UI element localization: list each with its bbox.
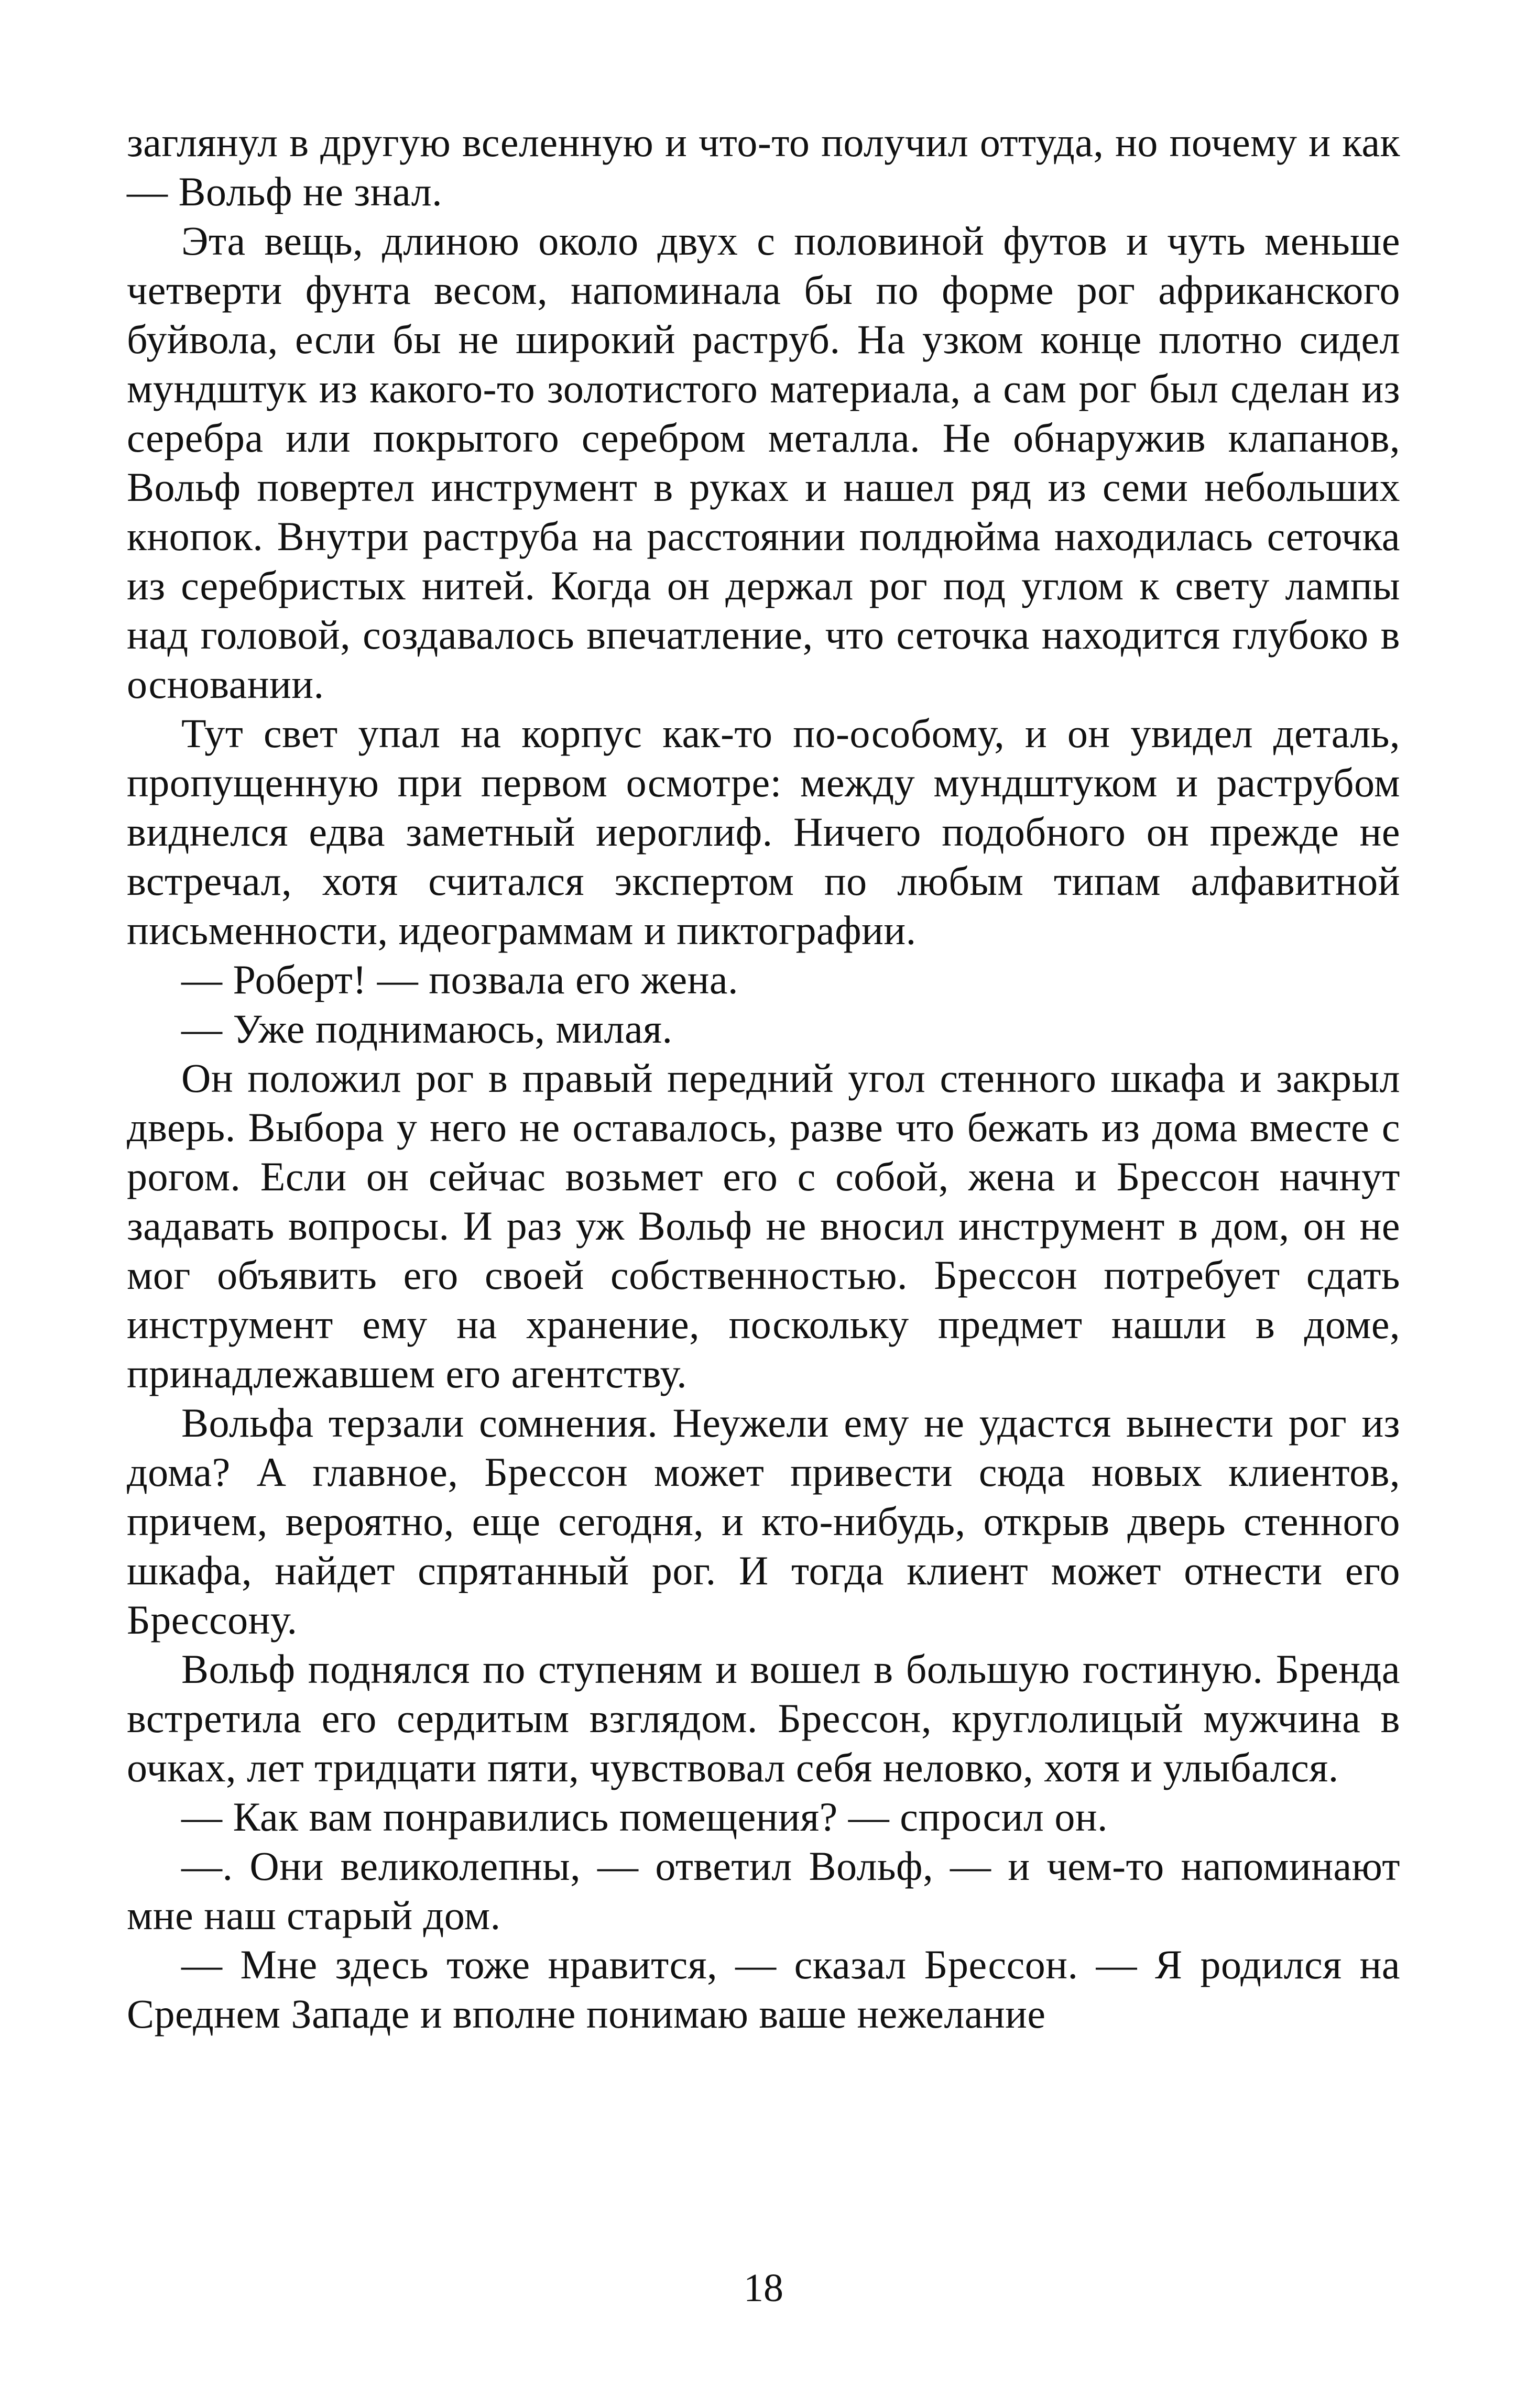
dialogue-line-wolf-answer: —. Они великолепны, — ответил Вольф, — и чем-то напоминают мне наш старый дом.	[127, 1843, 1400, 1938]
dialogue-line-bresson-reply: — Мне здесь тоже нравится, — сказал Брессон. — Я родился на Среднем Западе и вполне понимаю ваше нежелание	[127, 1942, 1400, 2037]
dialogue-line-wolf: — Уже поднимаюсь, милая.	[181, 1006, 673, 1052]
page-body-text	[127, 118, 1400, 2039]
dialogue-line-bresson-question: — Как вам понравились помещения? — спросил он.	[181, 1794, 1108, 1840]
paragraph-hieroglyph: Тут свет упал на корпус как-то по-особому, и он увидел деталь, пропущенную при первом осмотре: между мундштуком и раструбом виднелся едва заметный иероглиф. Ничего подобного он прежде не встречал, хотя считался экспертом по любым типам алфавитной письменности, идеограммам и пиктографии.	[127, 710, 1400, 953]
paragraph-continued: заглянул в другую вселенную и что-то получил оттуда, но почему и как — Вольф не знал.	[127, 119, 1400, 214]
dialogue-line-wife: — Роберт! — позвала его жена.	[181, 957, 738, 1002]
paragraph-closet: Он положил рог в правый передний угол стенного шкафа и закрыл дверь. Выбора у него не оставалось, разве что бежать из дома вместе с рогом. Если он сейчас возьмет его с собой, жена и Брессон начнут задавать вопросы. И раз уж Вольф не вносил инструмент в дом, он не мог объявить его своей собственностью. Брессон потребует сдать инструмент ему на хранение, поскольку предмет нашли в доме, принадлежавшем его агентству.	[127, 1055, 1400, 1396]
paragraph-living-room: Вольф поднялся по ступеням и вошел в большую гостиную. Бренда встретила его сердитым взглядом. Брессон, круглолицый мужчина в очках, лет тридцати пяти, чувствовал себя неловко, хотя и улыбался.	[127, 1646, 1400, 1790]
paragraph-doubts: Вольфа терзали сомнения. Неужели ему не удастся вынести рог из дома? А главное, Брессон может привести сюда новых клиентов, причем, вероятно, еще сегодня, и кто-нибудь, открыв дверь стенного шкафа, найдет спрятанный рог. И тогда клиент может отнести его Брессону.	[127, 1400, 1400, 1643]
page-number: 18	[744, 2266, 783, 2310]
paragraph-horn-description: Эта вещь, длиною около двух с половиной футов и чуть меньше четверти фунта весом, напоминала бы по форме рог африканского буйвола, если бы не широкий раструб. На узком конце плотно сидел мундштук из какого-то золотистого материала, а сам рог был сделан из серебра или покрытого серебром металла. Не обнаружив клапанов, Вольф повертел инструмент в руках и нашел ряд из семи небольших кнопок. Внутри раструба на расстоянии полдюйма находилась сеточка из серебристых нитей. Когда он держал рог под углом к свету лампы над головой, создавалось впечатление, что сеточка находится глубоко в основании.	[127, 218, 1400, 707]
